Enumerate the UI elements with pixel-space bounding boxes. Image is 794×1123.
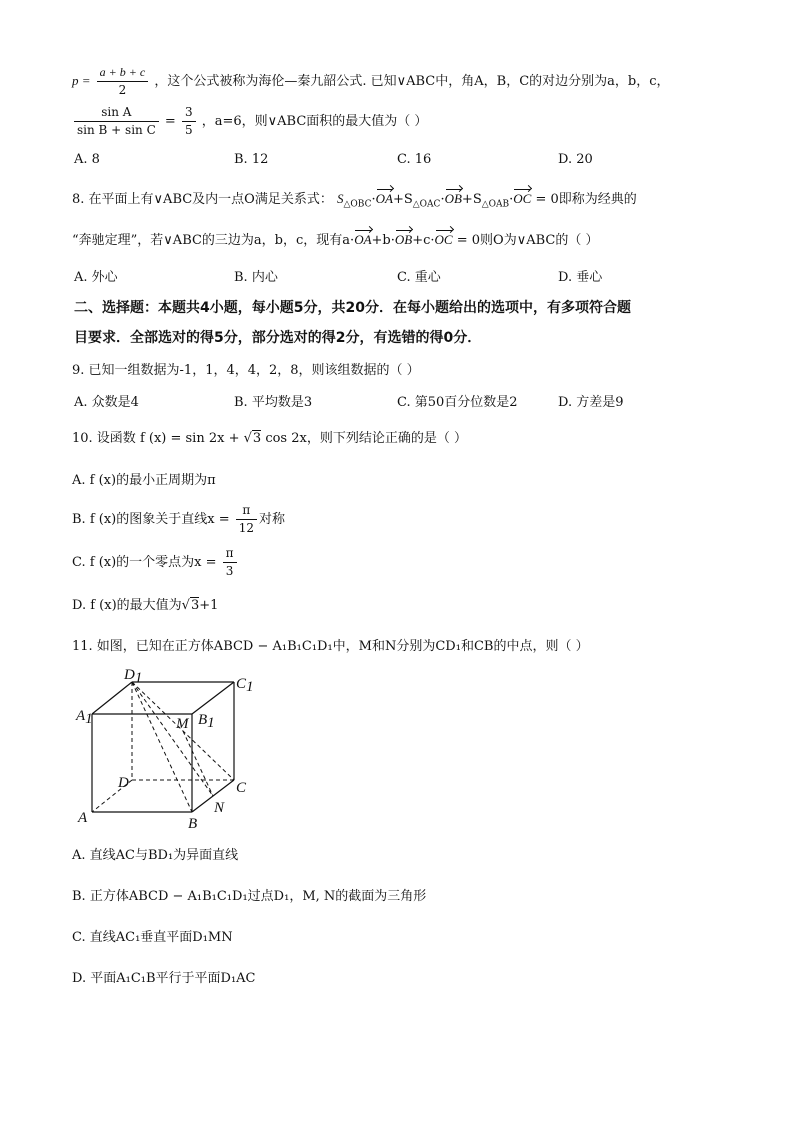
q11-option-b: B. 正方体ABCD − A₁B₁C₁D₁过点D₁，M, N的截面为三角形 <box>72 889 427 904</box>
label-c: C <box>236 780 247 796</box>
q7-fraction-three-fifths: $\frac{3}{5}$ <box>182 104 196 139</box>
q8-vector-ob: OB <box>444 191 462 206</box>
q10-stem: 10. 设函数 f (x) = sin 2x + √3 cos 2x，则下列结论正确的是（ ） <box>72 431 467 446</box>
section-2-heading-line2: 目要求．全部选对的得5分，部分选对的得2分，有选错的得0分． <box>74 330 482 346</box>
q11-option-a: A. 直线AC与BD₁为异面直线 <box>72 848 239 863</box>
q9-option-b: B. 平均数是3 <box>234 395 313 410</box>
q9-option-d: D. 方差是9 <box>558 395 624 410</box>
q7-line2-text: ，a=6，则∨ABC面积的最大值为（ ） <box>201 114 428 129</box>
q7-option-c: C. 16 <box>397 152 432 167</box>
q8-stem-line1: 8. 在平面上有∨ABC及内一点O满足关系式： $S_{\triangle OBC}\cdot OA+S_{\triangle OAC}\cdot OB+S_{\triangle OAB}\cdot OC = 0$即称为经典的 <box>72 191 637 210</box>
label-d: D <box>118 775 129 791</box>
label-c1: C1 <box>236 676 254 695</box>
label-a1: A1 <box>76 708 93 727</box>
q11-option-d: D. 平面A₁C₁B平行于平面D₁AC <box>72 971 256 986</box>
q10-option-a: A. f (x)的最小正周期为π <box>72 473 216 488</box>
q8-vector-oa: OA <box>375 191 393 206</box>
q9-option-a: A. 众数是4 <box>74 395 139 410</box>
q11-stem: 11. 如图，已知在正方体ABCD − A₁B₁C₁D₁中，M和N分别为CD₁和CB的中点，则（ ） <box>72 639 589 654</box>
q8-vector-oa-2: OA <box>354 232 372 247</box>
q8-option-c: C. 重心 <box>397 270 441 285</box>
label-d1: D1 <box>124 667 143 686</box>
label-a: A <box>78 810 88 826</box>
q11-option-c: C. 直线AC₁垂直平面D₁MN <box>72 930 233 945</box>
q7-condition-line: $\frac{\text{sin A}}{\text{sin B + sin C}}$ = $\frac{3}{5}$ ，a=6，则∨ABC面积的最大值为（ ） <box>72 104 427 139</box>
q7-option-b: B. 12 <box>234 152 269 167</box>
q8-vector-ob-2: OB <box>394 232 413 247</box>
q10-option-c: C. f (x)的一个零点为x = $\frac{\pi}{3}$ <box>72 545 239 580</box>
section-2-heading-line1: 二、选择题：本题共4小题，每小题5分，共20分．在每小题给出的选项中，有多项符合题 <box>74 300 631 316</box>
q7-fraction-semiperimeter: $\frac{a + b + c}{2}$ <box>97 64 149 99</box>
q7-fraction-sine-ratio: $\frac{\text{sin A}}{\text{sin B + sin C}}$ <box>74 104 159 139</box>
q10-option-b: B. f (x)的图象关于直线x = $\frac{\pi}{12}$ 对称 <box>72 503 286 535</box>
q8-stem-line2: “奔驰定理”，若∨ABC的三边为a，b，c，现有a·OA+b·OB+c·OC = 0则O为∨ABC的（ ） <box>72 232 599 248</box>
q8-vector-oc-2: OC <box>434 232 453 247</box>
q7-option-a: A. 8 <box>74 152 100 167</box>
q8-option-a: A. 外心 <box>74 270 118 285</box>
q8-vector-oc: OC <box>513 191 532 206</box>
q7-p-eq: p = <box>72 73 91 88</box>
q9-option-c: C. 第50百分位数是2 <box>397 395 518 410</box>
label-b1: B1 <box>198 712 215 731</box>
q7-line1-text: ，这个公式被称为海伦—秦九韶公式. 已知∨ABC中，角A，B，C的对边分别为a，b，c， <box>154 74 670 89</box>
q7-formula-line <box>72 64 670 99</box>
q7-option-d: D. 20 <box>558 152 593 167</box>
q8-option-d: D. 垂心 <box>558 270 603 285</box>
q8-option-b: B. 内心 <box>234 270 278 285</box>
label-m: M <box>176 716 189 732</box>
q9-stem: 9. 已知一组数据为-1，1，4，4，2，8，则该组数据的（ ） <box>72 363 420 378</box>
label-n: N <box>214 800 225 816</box>
label-b: B <box>188 816 198 832</box>
q10-option-d: D. f (x)的最大值为√3+1 <box>72 598 219 613</box>
cube-figure <box>74 662 274 832</box>
